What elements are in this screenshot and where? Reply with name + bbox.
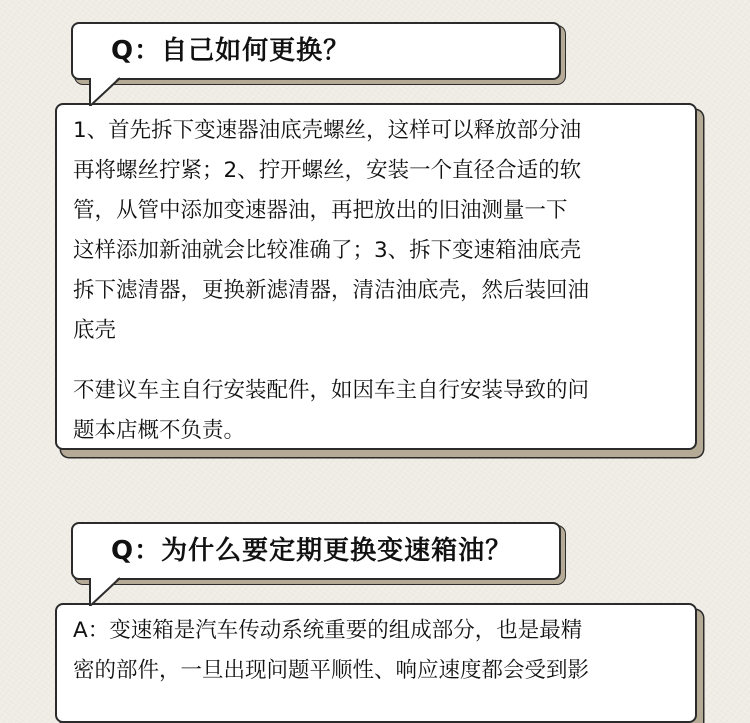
question-text-1: Q：自己如何更换？ bbox=[111, 36, 351, 66]
speech-tail-2 bbox=[86, 576, 126, 606]
question-bubble-2 bbox=[71, 522, 561, 580]
speech-tail-1 bbox=[86, 76, 126, 106]
disclaimer-line: 题本店概不负责。 bbox=[73, 418, 246, 443]
answer-line: 1、首先拆下变速器油底壳螺丝，这样可以释放部分油 bbox=[73, 118, 582, 143]
disclaimer-line: 不建议车主自行安装配件，如因车主自行安装导致的问 bbox=[73, 378, 590, 403]
answer-box-2 bbox=[55, 603, 697, 723]
answer-paragraph-1 bbox=[73, 111, 693, 351]
question-text-2: Q：为什么要定期更换变速箱油？ bbox=[111, 536, 513, 566]
answer-line: 拆下滤清器，更换新滤清器，清洁油底壳，然后装回油 bbox=[73, 278, 590, 303]
answer-line: 密的部件，一旦出现问题平顺性、响应速度都会受到影 bbox=[73, 658, 590, 683]
answer-box-1 bbox=[55, 103, 697, 450]
answer-line: 底壳 bbox=[73, 318, 117, 343]
answer-line: 再将螺丝拧紧；2、拧开螺丝，安装一个直径合适的软 bbox=[73, 158, 582, 183]
answer-line: 管，从管中添加变速器油，再把放出的旧油测量一下 bbox=[73, 198, 568, 223]
answer-line: 这样添加新油就会比较准确了；3、拆下变速箱油底壳 bbox=[73, 238, 582, 263]
disclaimer-paragraph bbox=[73, 371, 693, 451]
question-bubble-1 bbox=[71, 22, 561, 80]
answer-paragraph-2 bbox=[73, 611, 693, 691]
answer-line: A：变速箱是汽车传动系统重要的组成部分，也是最精 bbox=[73, 618, 583, 643]
